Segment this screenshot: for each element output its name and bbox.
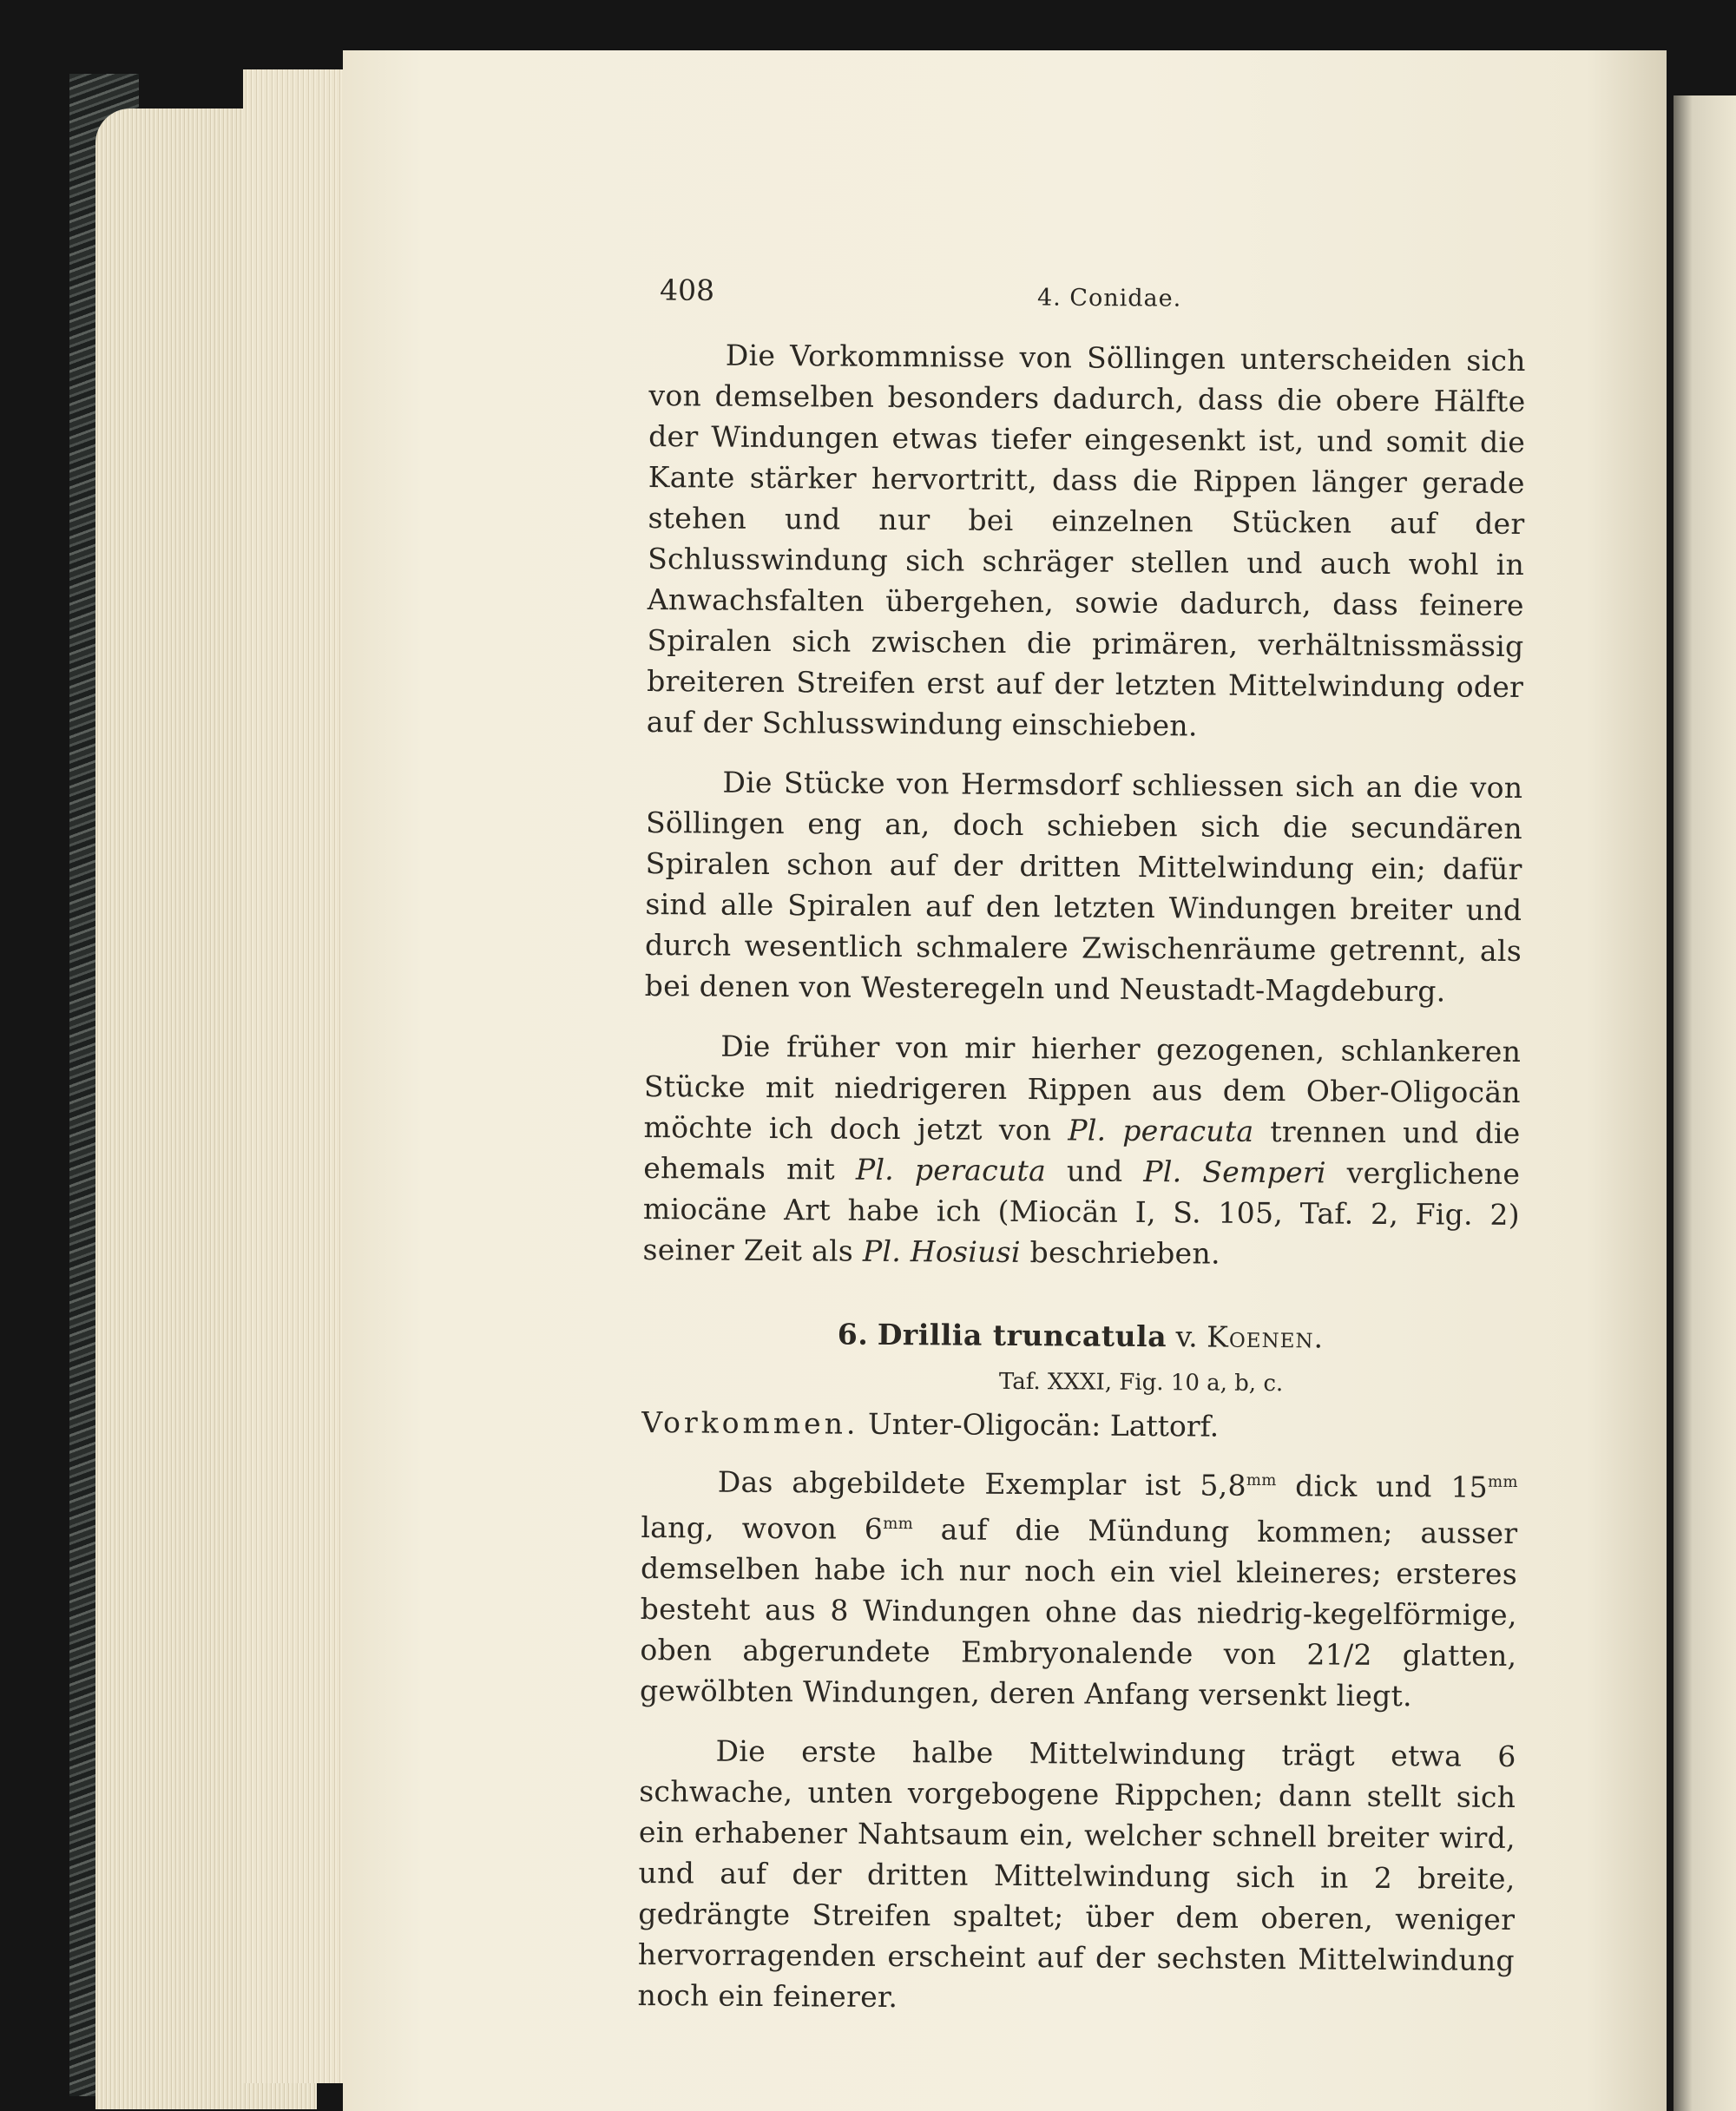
occurrence-label: Vorkommen. bbox=[641, 1404, 859, 1441]
occurrence-value: Unter-Oligocän: Lattorf. bbox=[867, 1406, 1220, 1444]
species-name: Pl. peracuta bbox=[855, 1152, 1047, 1188]
species-title: Drillia truncatula bbox=[877, 1317, 1167, 1354]
author-prefix: v. bbox=[1175, 1319, 1198, 1354]
species-name: Pl. peracuta bbox=[1068, 1113, 1254, 1148]
paragraph-1: Die Vorkommnisse von Söllingen unterscheiden sich von demselben besonders dadurch, dass die obere Hälfte der Windungen etwas tiefer eingesenkt ist, und somit die Kante stärker hervortritt, dass die Rippen länger gerade stehen und nur bei einzelnen Stücken auf der Schlusswindung sich schräger stellen und auch wohl in Anwachsfalten übergehen, sowie dadurch, dass feinere Spiralen sich zwischen die primären, verhältnissmässig breiteren Streifen erst auf der letzten Mittelwindung oder auf der Schlusswindung einschieben. bbox=[646, 338, 1526, 743]
running-head: 4. Conidae. bbox=[1036, 284, 1182, 312]
species-name: Pl. Semperi bbox=[1143, 1154, 1327, 1190]
paragraph-2: Die Stücke von Hermsdorf schliessen sich an die von Söllingen eng an, doch schieben sich die secundären Spiralen schon auf der dritten Mittelwindung ein; dafür sind alle Spiralen auf den letzten Windungen breiter und durch wesentlich schmalere Zwischenräume getrennt, als bei denen von Westeregeln und Neustadt-Magdeburg. bbox=[644, 765, 1523, 1009]
section-heading bbox=[642, 1313, 1519, 1359]
page-stack-inner bbox=[243, 69, 356, 2083]
paragraph-4: Das abgebildete Exemplar ist $5,8^{mm}$ dick und $15^{mm}$ lang, wovon $6^{mm}$ auf die Mündung kommen; ausser demselben habe ich nur noch ein viel kleineres; ersteres besteht aus 8 Windungen ohne das niedrig-kegelförmige, oben abgerundete Embryonalende von 21/2 glatten, gewölbten Windungen, deren Anfang versenkt liegt. bbox=[639, 1464, 1518, 1713]
page-number: 408 bbox=[659, 273, 715, 307]
species-name: Pl. Hosiusi bbox=[862, 1233, 1021, 1270]
fraction: 1/2 bbox=[1325, 1637, 1372, 1672]
author-name: Koenen. bbox=[1207, 1319, 1325, 1355]
page-body bbox=[637, 334, 1526, 2041]
paragraph-3: Die früher von mir hierher gezogenen, schlankeren Stücke mit niedrigeren Rippen aus dem Ober-Oligocän möchte ich doch jetzt von Pl. peracuta trennen und die ehemals mit Pl. peracuta und Pl. Semperi verglichene miocäne Art habe ich (Miocän I, S. 105, Taf. 2, Fig. 2) seiner Zeit als Pl. Hosiusi beschrieben. bbox=[642, 1029, 1522, 1271]
facing-page-edge bbox=[1674, 95, 1736, 2111]
paragraph-5: Die erste halbe Mittelwindung trägt etwa 6 schwache, unten vorgebogene Rippchen; dann stellt sich ein erhabener Nahtsaum ein, welcher schnell breiter wird, und auf der dritten Mittelwindung sich in 2 breite, gedrängte Streifen spaltet; über dem oberen, weniger hervorragenden erscheint auf der sechsten Mittelwindung noch ein feinerer. bbox=[637, 1733, 1516, 2015]
plate-reference: Taf. XXXI, Fig. 10 a, b, c. bbox=[998, 1368, 1284, 1397]
page-header bbox=[660, 273, 1528, 323]
occurrence-line bbox=[641, 1402, 1518, 1450]
section-number: 6. bbox=[837, 1317, 869, 1351]
